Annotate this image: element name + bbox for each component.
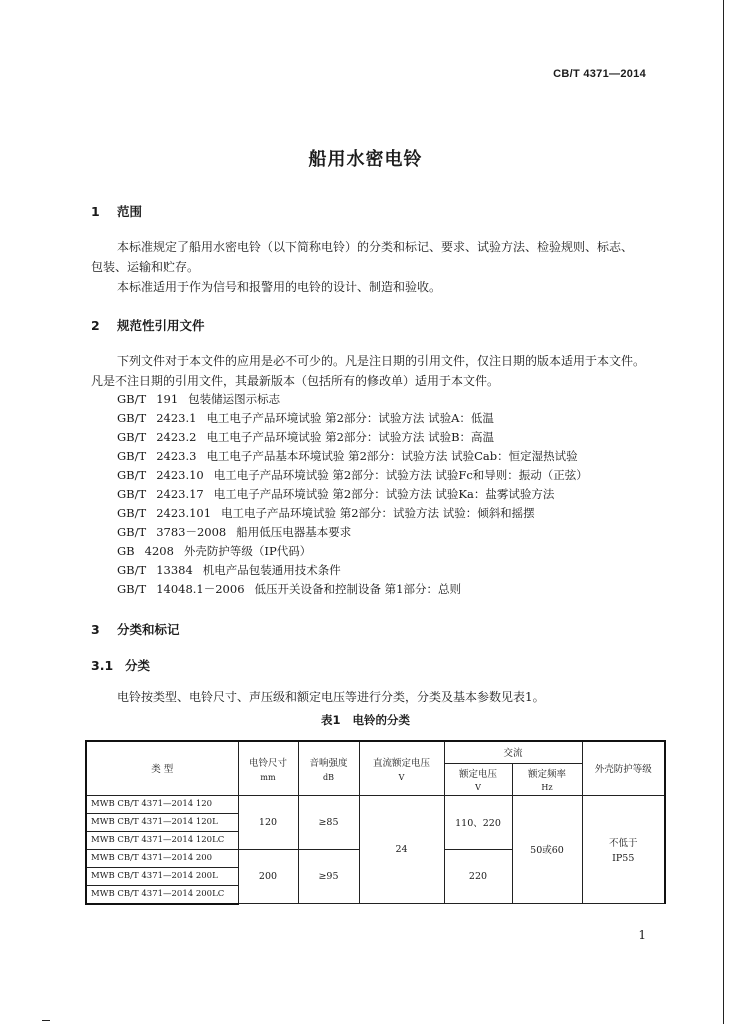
section-title: 分类和标记 bbox=[117, 622, 180, 637]
reference-item: GB/T 3783－2008 船用低压电器基本要求 bbox=[117, 525, 352, 539]
reference-item: GB/T 2423.1 电工电子产品环境试验 第2部分：试验方法 试验A：低温 bbox=[117, 411, 494, 425]
reference-item: GB/T 191 包装储运图示标志 bbox=[117, 392, 281, 406]
section-number: 2 bbox=[91, 318, 100, 333]
classification-table bbox=[85, 740, 666, 905]
references-intro-line2: 凡是不注日期的引用文件，其最新版本（包括所有的修改单）适用于本文件。 bbox=[91, 374, 500, 388]
section-3-heading bbox=[91, 620, 180, 638]
sound-cell: ≥95 bbox=[298, 849, 359, 904]
reference-item: GB/T 2423.3 电工电子产品基本环境试验 第2部分：试验方法 试验Cab：恒定湿热试验 bbox=[117, 449, 578, 463]
header-dc-voltage: 直流额定电压 V bbox=[359, 741, 444, 795]
section-title: 范围 bbox=[117, 204, 143, 219]
section-2-heading bbox=[91, 316, 205, 334]
reference-item: GB/T 2423.10 电工电子产品环境试验 第2部分：试验方法 试验Fc和导则：振动（正弦） bbox=[117, 468, 588, 482]
model-cell: MWB CB/T 4371—2014 200LC bbox=[86, 885, 238, 904]
header-type: 类 型 bbox=[86, 741, 238, 795]
header-sound: 音响强度 dB bbox=[298, 741, 359, 795]
ip-cell: 不低于 IP55 bbox=[582, 795, 665, 904]
section-number: 3 bbox=[91, 622, 100, 637]
header-ip: 外壳防护等级 bbox=[582, 741, 665, 795]
size-cell: 120 bbox=[238, 795, 298, 849]
scan-mark-bottom bbox=[42, 1020, 50, 1021]
model-cell: MWB CB/T 4371—2014 200L bbox=[86, 867, 238, 885]
reference-item: GB/T 14048.1－2006 低压开关设备和控制设备 第1部分：总则 bbox=[117, 582, 461, 596]
section-1-heading bbox=[91, 202, 142, 220]
reference-item: GB/T 13384 机电产品包装通用技术条件 bbox=[117, 563, 341, 577]
subsection-title: 分类 bbox=[125, 658, 151, 673]
scope-paragraph-line2: 包装、运输和贮存。 bbox=[91, 260, 200, 274]
model-cell: MWB CB/T 4371—2014 120 bbox=[86, 795, 238, 813]
page-number: 1 bbox=[638, 928, 646, 942]
scope-paragraph-line1: 本标准规定了船用水密电铃（以下简称电铃）的分类和标记、要求、试验方法、检验规则、标志、 bbox=[117, 240, 634, 254]
size-cell: 200 bbox=[238, 849, 298, 904]
section-number: 1 bbox=[91, 204, 100, 219]
section-title: 规范性引用文件 bbox=[117, 318, 205, 333]
classification-paragraph: 电铃按类型、电铃尺寸、声压级和额定电压等进行分类，分类及基本参数见表1。 bbox=[117, 690, 545, 704]
header-size: 电铃尺寸 mm bbox=[238, 741, 298, 795]
ac-voltage-cell: 220 bbox=[444, 849, 512, 904]
model-cell: MWB CB/T 4371—2014 120LC bbox=[86, 831, 238, 849]
reference-item: GB/T 2423.2 电工电子产品环境试验 第2部分：试验方法 试验B：高温 bbox=[117, 430, 495, 444]
model-cell: MWB CB/T 4371—2014 120L bbox=[86, 813, 238, 831]
dc-voltage-cell: 24 bbox=[359, 795, 444, 904]
model-cell: MWB CB/T 4371—2014 200 bbox=[86, 849, 238, 867]
table-title: 电铃的分类 bbox=[352, 713, 410, 727]
header-ac-voltage: 额定电压 V bbox=[444, 763, 512, 795]
subsection-3-1-heading bbox=[91, 656, 150, 674]
scope-paragraph-2: 本标准适用于作为信号和报警用的电铃的设计、制造和验收。 bbox=[117, 280, 442, 294]
ac-voltage-cell: 110、220 bbox=[444, 795, 512, 849]
standard-code-header: CB/T 4371—2014 bbox=[553, 68, 646, 80]
header-ac: 交流 bbox=[444, 741, 582, 763]
subsection-number: 3.1 bbox=[91, 658, 114, 673]
table-caption bbox=[0, 712, 731, 728]
reference-item: GB 4208 外壳防护等级（IP代码） bbox=[117, 544, 312, 558]
frequency-cell: 50或60 bbox=[512, 795, 582, 904]
header-ac-frequency: 额定频率 Hz bbox=[512, 763, 582, 795]
sound-cell: ≥85 bbox=[298, 795, 359, 849]
references-intro-line1: 下列文件对于本文件的应用是必不可少的。凡是注日期的引用文件，仅注日期的版本适用于本文件。 bbox=[117, 354, 646, 368]
reference-item: GB/T 2423.101 电工电子产品环境试验 第2部分：试验方法 试验：倾斜和摇摆 bbox=[117, 506, 535, 520]
document-title: 船用水密电铃 bbox=[308, 149, 423, 170]
table-number: 表1 bbox=[320, 713, 341, 727]
reference-item: GB/T 2423.17 电工电子产品环境试验 第2部分：试验方法 试验Ka：盐雾试验方法 bbox=[117, 487, 555, 501]
